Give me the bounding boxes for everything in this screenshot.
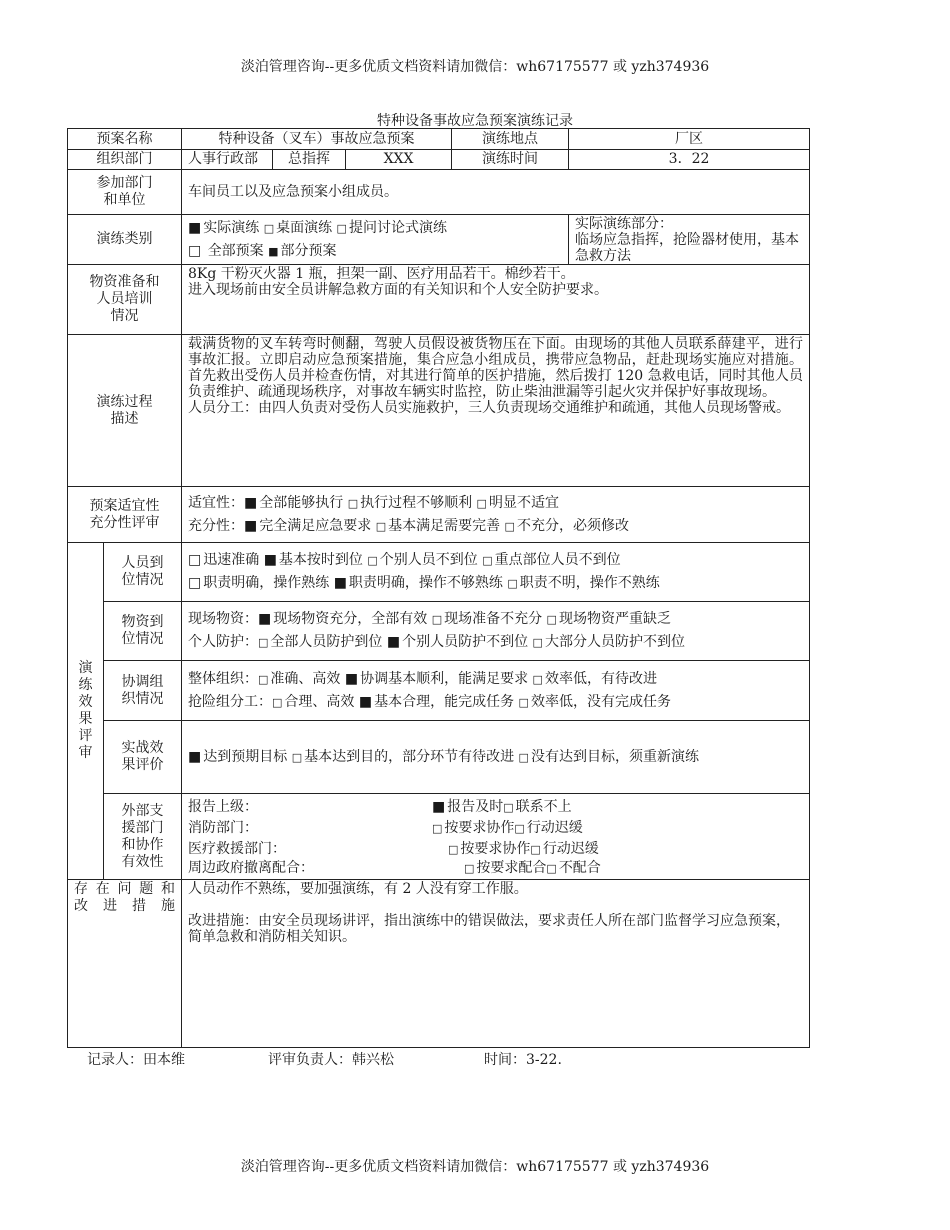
external-label: 外部支 援部门 和协作 有效性 [104, 794, 182, 880]
effect-review-label: 演 练 效 果 评 审 [68, 543, 104, 880]
dept-value: 人事行政部 [182, 150, 273, 170]
unchecked-box-icon: □ [375, 519, 387, 533]
combat-opt: 没有达到目标，须重新演练 [530, 748, 699, 765]
external-opt: 联系不上 [515, 799, 572, 815]
unchecked-box-icon: □ [291, 750, 303, 764]
adequacy-opt-b: 基本满足需要完善 [388, 517, 501, 534]
unchecked-box-icon: □ [336, 221, 347, 235]
protection-prefix: 个人防护： [188, 634, 258, 650]
issues-para2: 改进措施：由安全员现场讲评，指出演练中的错误做法，要求责任人所在部门监督学习应急预案，简单急救和消防相关知识。 [188, 913, 790, 945]
coord-opt: 效率低，有待改进 [544, 670, 657, 687]
external-medical-label: 医疗救援部门： [188, 841, 286, 857]
actual-part-value: 临场应急指挥，抢险器材使用，基本急救方法 [575, 232, 800, 264]
division-prefix: 抢险组分工： [188, 693, 272, 710]
issues-value [182, 880, 810, 1048]
division-opt: 效率低，没有完成任务 [530, 693, 671, 710]
opt-full: 全部预案 [207, 242, 264, 259]
checked-box-icon: ■ [258, 611, 272, 627]
dept-label: 组织部门 [68, 150, 182, 170]
unchecked-box-icon: □ [507, 577, 518, 590]
personnel-opt: 迅速准确 [203, 552, 260, 568]
external-opt: 报告及时 [447, 799, 504, 815]
checked-box-icon: ■ [188, 748, 202, 765]
process-para2: 人员分工：由四人负责对受伤人员实施救护，三人负责现场交通维护和疏通，其他人员现场警戒。 [188, 400, 790, 416]
personnel-opt: 个别人员不到位 [379, 552, 478, 568]
suitability-label: 预案适宜性 充分性评审 [68, 487, 182, 543]
materials-label: 物资准备和 人员培训 情况 [68, 265, 182, 335]
material-label: 物资到 位情况 [104, 602, 182, 661]
unchecked-box-icon: □ [518, 695, 529, 709]
personnel-opt: 基本按时到位 [278, 552, 363, 568]
unchecked-box-icon: □ [514, 822, 525, 835]
external-opt: 不配合 [558, 860, 601, 876]
external-report-label: 报告上级： [188, 799, 258, 815]
time-label: 演练时间 [452, 150, 569, 170]
commander-value: XXX [346, 150, 452, 170]
coord-label: 协调组 织情况 [104, 661, 182, 721]
material-opt: 现场物资充分，全部有效 [273, 611, 428, 627]
unchecked-box-icon: □ [476, 496, 487, 510]
unchecked-box-icon: □ [546, 862, 557, 875]
opt-discuss: 提问讨论式演练 [348, 219, 447, 236]
personnel-opt: 职责明确，操作熟练 [203, 575, 330, 591]
external-gov-label: 周边政府撤离配合： [188, 860, 314, 876]
time-value: 3．22 [569, 150, 810, 170]
personnel-value [182, 543, 810, 602]
checked-box-icon: ■ [268, 244, 279, 258]
coord-opt: 协调基本顺利，能满足要求 [360, 670, 529, 687]
division-opt: 基本合理，能完成任务 [374, 693, 515, 710]
checked-box-icon: ■ [244, 494, 258, 511]
unchecked-box-icon: □ [504, 519, 515, 533]
material-opt: 现场准备不充分 [444, 611, 543, 627]
process-label: 演练过程 描述 [68, 335, 182, 487]
checked-box-icon: ■ [263, 552, 277, 568]
issues-para1: 人员动作不熟练，要加强演练，有 2 人没有穿工作服。 [188, 881, 528, 897]
drill-type-options [182, 215, 569, 265]
issues-label: 存在问题和 改进措施 [68, 880, 182, 1048]
unchecked-box-icon: □ [258, 636, 269, 649]
location-value: 厂区 [569, 129, 810, 150]
unchecked-box-icon: □ [532, 636, 543, 649]
suitability-prefix: 适宜性： [188, 494, 244, 511]
external-opt: 按要求协作 [460, 841, 531, 857]
protection-opt: 大部分人员防护不到位 [544, 634, 685, 650]
document-title: 特种设备事故应急预案演练记录 [377, 113, 573, 129]
checked-box-icon: ■ [244, 517, 258, 534]
combat-value [182, 721, 810, 794]
unchecked-box-icon: □ [482, 554, 493, 567]
opt-partial: 部分预案 [280, 242, 337, 259]
materials-line1: 8Kg 干粉灭火器 1 瓶，担架一副、医疗用品若干。棉纱若干。 [188, 266, 575, 282]
commander-label: 总指挥 [273, 150, 346, 170]
drill-type-label: 演练类别 [68, 215, 182, 265]
unchecked-box-icon: □ [464, 862, 475, 875]
plan-name-label: 预案名称 [68, 129, 182, 150]
unchecked-box-icon: □ [188, 575, 202, 591]
suitability-value [182, 487, 810, 543]
opt-desk: 桌面演练 [276, 219, 333, 236]
external-opt: 按要求配合 [476, 860, 547, 876]
external-fire-label: 消防部门： [188, 820, 258, 836]
combat-label: 实战效 果评价 [104, 721, 182, 794]
process-para1: 载满货物的叉车转弯时侧翻，驾驶人员假设被货物压在下面。由现场的其他人员联系薛建平，进行事故汇报。立即启动应急预案措施，集合应急小组成员，携带应急物品，赶赴现场实施应对措施。首先救出受伤人员并检查伤情，对其进行简单的医护措施，然后拨打 120 急救电话，同时其他人员负责维护、疏通现场秩序，对事故车辆实时监控，防止柴油泄漏等引起火灾并保护好事故现场。 [188, 336, 804, 400]
coord-value [182, 661, 810, 721]
materials-line2: 进入现场前由安全员讲解急救方面的有关知识和个人安全防护要求。 [188, 282, 608, 298]
checked-box-icon: ■ [188, 219, 202, 236]
page-footer: 淡泊管理咨询--更多优质文档资料请加微信：wh67175577 或 yzh374936 [240, 1159, 710, 1175]
unchecked-box-icon: □ [532, 672, 543, 686]
signoff-line [87, 1049, 562, 1069]
drill-record-table [67, 128, 810, 1048]
recorder: 记录人：田本维 [87, 1052, 185, 1068]
unchecked-box-icon: □ [503, 801, 514, 814]
coord-opt: 准确、高效 [270, 670, 341, 687]
unchecked-box-icon: □ [347, 496, 359, 510]
actual-part-cell [569, 215, 810, 265]
unchecked-box-icon: □ [432, 822, 443, 835]
material-value [182, 602, 810, 661]
personnel-opt: 重点部位人员不到位 [494, 552, 621, 568]
adequacy-prefix: 充分性： [188, 517, 244, 534]
external-opt: 行动迟缓 [542, 841, 599, 857]
unchecked-box-icon: □ [272, 695, 283, 709]
actual-part-label: 实际演练部分： [575, 216, 674, 232]
process-value [182, 335, 810, 487]
signoff-time: 时间：3-22. [484, 1052, 562, 1068]
combat-opt: 达到预期目标 [203, 748, 288, 765]
protection-opt: 全部人员防护到位 [270, 634, 383, 650]
participants-label: 参加部门 和单位 [68, 170, 182, 215]
unchecked-box-icon: □ [188, 552, 202, 568]
suitability-opt-b: 执行过程不够顺利 [360, 494, 473, 511]
unchecked-box-icon: □ [263, 221, 275, 235]
suitability-opt-a: 全部能够执行 [259, 494, 344, 511]
material-prefix: 现场物资： [188, 611, 258, 627]
reviewer: 评审负责人：韩兴松 [268, 1052, 394, 1068]
unchecked-box-icon: □ [448, 843, 459, 856]
unchecked-box-icon: □ [518, 750, 529, 764]
unchecked-box-icon: □ [258, 672, 269, 686]
protection-opt: 个别人员防护不到位 [402, 634, 529, 650]
material-opt: 现场物资严重缺乏 [558, 611, 671, 627]
personnel-label: 人员到 位情况 [104, 543, 182, 602]
unchecked-box-icon: □ [367, 554, 378, 567]
adequacy-opt-c: 不充分，必须修改 [516, 517, 629, 534]
participants-value: 车间员工以及应急预案小组成员。 [182, 170, 810, 215]
personnel-opt: 职责明确，操作不够熟练 [348, 575, 503, 591]
checked-box-icon: ■ [358, 693, 373, 710]
checked-box-icon: ■ [432, 799, 446, 815]
suitability-opt-c: 明显不适宜 [488, 494, 559, 511]
materials-value [182, 265, 810, 335]
external-value [182, 794, 810, 880]
coord-prefix: 整体组织： [188, 670, 258, 687]
location-label: 演练地点 [452, 129, 569, 150]
unchecked-box-icon: □ [546, 613, 557, 626]
unchecked-box-icon: □ [188, 242, 202, 259]
division-opt: 合理、高效 [284, 693, 355, 710]
checked-box-icon: ■ [386, 634, 401, 650]
checked-box-icon: ■ [333, 575, 347, 591]
combat-opt: 基本达到目的，部分环节有待改进 [304, 748, 515, 765]
unchecked-box-icon: □ [530, 843, 541, 856]
personnel-opt: 职责不明，操作不熟练 [519, 575, 660, 591]
external-opt: 行动迟缓 [526, 820, 583, 836]
external-opt: 按要求协作 [444, 820, 515, 836]
plan-name-value: 特种设备（叉车）事故应急预案 [182, 129, 452, 150]
unchecked-box-icon: □ [431, 613, 443, 626]
adequacy-opt-a: 完全满足应急要求 [259, 517, 372, 534]
opt-actual: 实际演练 [203, 219, 260, 236]
page-header: 淡泊管理咨询--更多优质文档资料请加微信：wh67175577 或 yzh374936 [240, 59, 710, 75]
checked-box-icon: ■ [344, 670, 359, 687]
